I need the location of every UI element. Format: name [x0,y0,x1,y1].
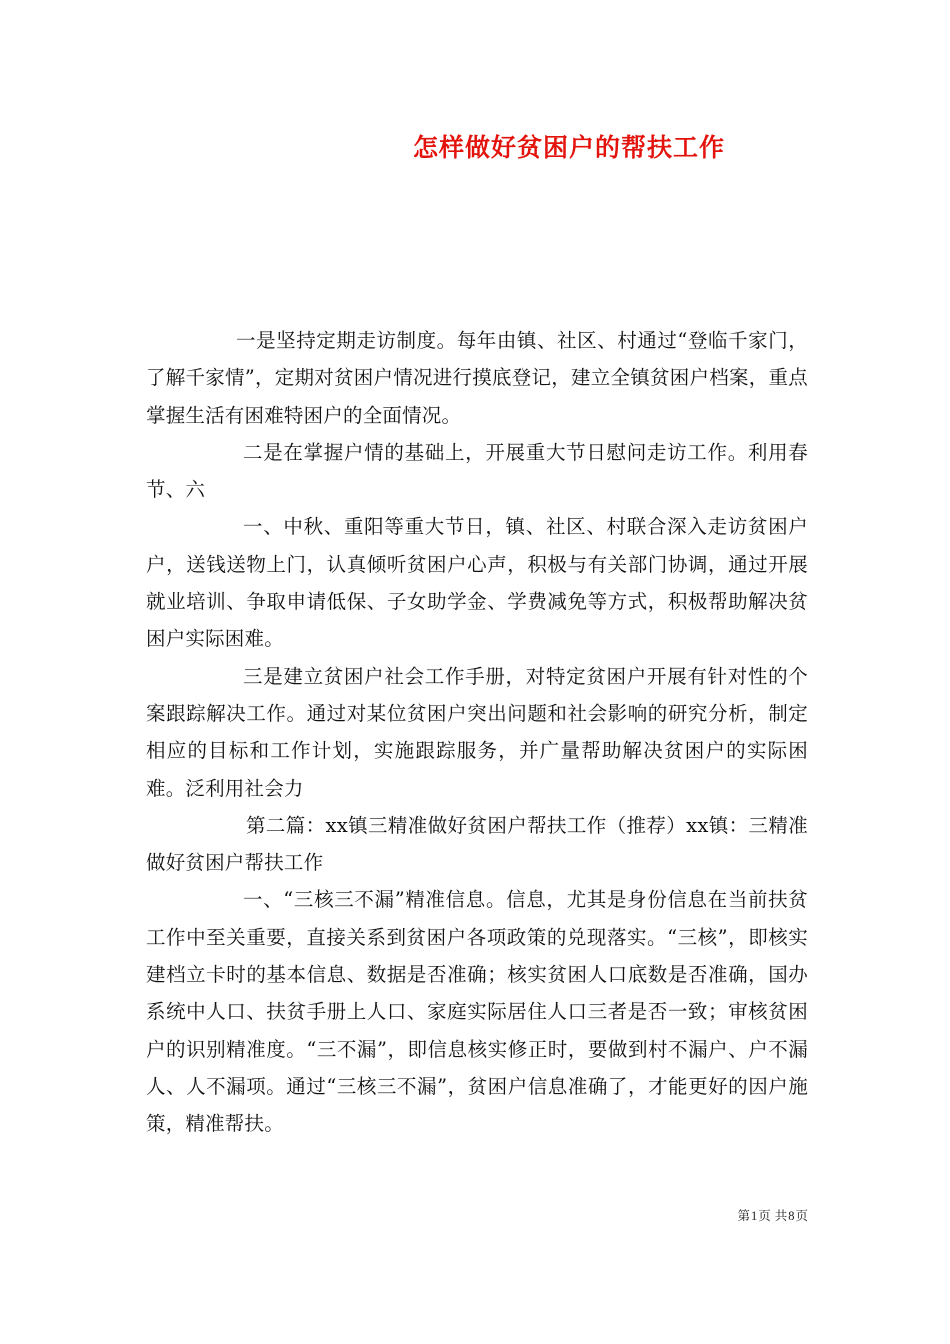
paragraph-6: 一、“三核三不漏”精准信息。信息，尤其是身份信息在当前扶贫工作中至关重要，直接关系到贫困户各项政策的兑现落实。“三核”，即核实建档立卡时的基本信息、数据是否准确；核实贫困人口底数是否准确，国办系统中人口、扶贫手册上人口、家庭实际居住人口三者是否一致；审核贫困户的识别精准度。“三不漏”，即信息核实修正时，要做到村不漏户、户不漏人、人不漏项。通过“三核三不漏”，贫困户信息准确了，才能更好的因户施策，精准帮扶。 [146,888,808,1136]
footer-total-pages: 8 [788,1209,795,1223]
footer-suffix: 页 [795,1208,808,1223]
paragraph-4: 三是建立贫困户社会工作手册，对特定贫困户开展有针对性的个案跟踪解决工作。通过对某位贫困户突出问题和社会影响的研究分析，制定相应的目标和工作计划，实施跟踪服务，并广量帮助解决贫困户的实际困难。泛利用社会力 [146,664,808,800]
footer-prefix: 第 [737,1208,750,1223]
document-title: 怎样做好贫困户的帮扶工作 [413,133,726,162]
paragraph-1: 一是坚持定期走访制度。每年由镇、社区、村通过“登临千家门，了解千家情”，定期对贫困户情况进行摸底登记，建立全镇贫困户档案，重点掌握生活有困难特困户的全面情况。 [146,329,808,427]
footer-page-number: 1 [751,1209,758,1223]
paragraph-3: 一、中秋、重阳等重大节日，镇、社区、村联合深入走访贫困户户，送钱送物上门，认真倾听贫困户心声，积极与有关部门协调，通过开展就业培训、争取申请低保、子女助学金、学费减免等方式，积极帮助解决贫困户实际困难。 [146,515,808,651]
paragraph-2: 二是在掌握户情的基础上，开展重大节日慰问走访工作。利用春节、六 [146,440,808,502]
paragraph-5-section-heading: 第二篇：xx镇三精准做好贫困户帮扶工作（推荐）xx镇：三精准做好贫困户帮扶工作 [146,813,808,875]
page-footer [0,1206,808,1224]
document-body [146,322,808,1143]
footer-middle: 页 共 [758,1208,788,1223]
